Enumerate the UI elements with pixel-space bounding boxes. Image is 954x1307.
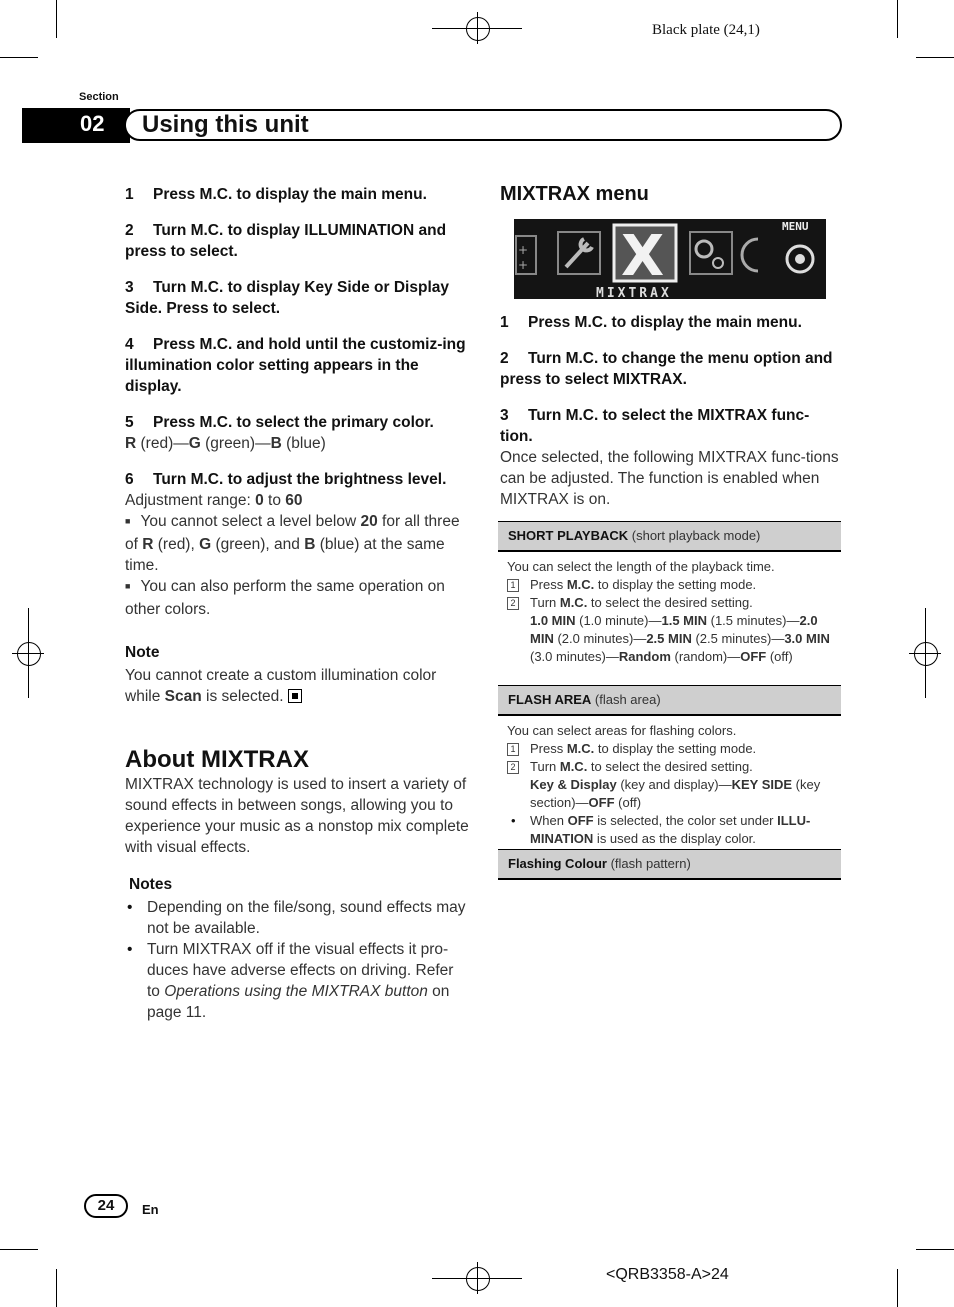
list-item: • Turn MIXTRAX off if the visual effects it pro-duces have adverse effects on driving. Refer to Operations using the MIXTRAX button on page 11. [125, 939, 470, 1023]
document-code: <QRB3358-A>24 [606, 1266, 729, 1283]
language-label: En [142, 1202, 159, 1217]
table-intro: You can select the length of the playback time. [507, 559, 775, 574]
short-playback-table [498, 521, 841, 674]
page-number: 24 [84, 1194, 128, 1218]
about-heading: About MIXTRAX [125, 746, 309, 773]
section-title: Using this unit [142, 111, 309, 138]
display-mixtrax-label: MIXTRAX [596, 286, 672, 299]
display-graphic [514, 219, 826, 299]
adjustment-range: Adjustment range: 0 to 60 [125, 492, 303, 509]
mixtrax-x-icon: X [621, 224, 665, 289]
flashing-colour-table [498, 849, 841, 880]
same-operation-note: ■ You can also perform the same operation on other colors. [125, 576, 470, 620]
step-item: 4 Press M.C. and hold until the customiz-ing illumination color setting appears in the display. [125, 336, 466, 395]
section-label: Section [79, 91, 119, 103]
table-header: SHORT PLAYBACK (short playback mode) [498, 521, 841, 552]
setting-options: Key & Display (key and display)—KEY SIDE (key section)—OFF (off) [530, 777, 821, 810]
step-item: 2 Turn M.C. to display ILLUMINATION and press to select. [125, 222, 447, 260]
color-options: R (red)—G (green)—B (blue) [125, 435, 326, 452]
svg-text:+: + [518, 258, 529, 272]
table-header: FLASH AREA (flash area) [498, 685, 841, 716]
table-step: 2 Turn M.C. to select the desired setting. [507, 594, 831, 612]
table-bullet: • When OFF is selected, the color set under ILLU-MINATION is used as the display color. [507, 812, 831, 848]
section-number: 02 [80, 111, 105, 136]
table-step: 1 Press M.C. to display the setting mode. [507, 576, 831, 594]
svg-text:+: + [518, 243, 529, 257]
right-column-steps [500, 312, 840, 525]
left-column [125, 184, 470, 1023]
step-item: 6 Turn M.C. to adjust the brightness level. Adjustment range: 0 to 60 ■ You cannot select a level below 20 for all three of R (red), G (green), and B (blue) at the same time. ■ You can also perform the same operation on other colors. [125, 469, 470, 620]
note-heading: Note [125, 644, 160, 661]
table-step: 2 Turn M.C. to select the desired setting. [507, 758, 831, 776]
table-header: Flashing Colour (flash pattern) [498, 849, 841, 880]
setting-options: 1.0 MIN (1.0 minute)—1.5 MIN (1.5 minutes)—2.0 MIN (2.0 minutes)—2.5 MIN (2.5 minutes)—3.0 MIN (3.0 minutes)—Random (random)—OFF (off) [530, 613, 830, 664]
flash-area-table [498, 685, 841, 856]
step-item: 2 Turn M.C. to change the menu option and press to select MIXTRAX. [500, 350, 833, 388]
step-item: 5 Press M.C. to select the primary color. R (red)—G (green)—B (blue) [125, 412, 470, 454]
step-body: Once selected, the following MIXTRAX func-tions can be adjusted. The function is enabled when MIXTRAX is on. [500, 449, 839, 508]
end-mark-icon [288, 689, 302, 703]
table-step: 1 Press M.C. to display the setting mode. [507, 740, 831, 758]
manual-reference-link: Operations using the MIXTRAX button [164, 983, 428, 1000]
table-body [498, 716, 841, 856]
level-note: ■ You cannot select a level below 20 for all three of R (red), G (green), and B (blue) at the same time. [125, 511, 470, 576]
step-item: 1 Press M.C. to display the main menu. [125, 186, 427, 203]
notes-list [125, 897, 470, 1023]
display-menu-label: MENU [782, 220, 809, 233]
step-item: 3 Turn M.C. to display Key Side or Display Side. Press to select. [125, 279, 449, 317]
step-item: 3 Turn M.C. to select the MIXTRAX func-tion. Once selected, the following MIXTRAX func-tions can be adjusted. The function is enabled when MIXTRAX is on. [500, 407, 839, 508]
table-body [498, 552, 841, 674]
table-intro: You can select areas for flashing colors. [507, 723, 737, 738]
list-item: • Depending on the file/song, sound effects may not be available. [125, 897, 470, 939]
notes-heading: Notes [129, 876, 173, 893]
step-item: 1 Press M.C. to display the main menu. [500, 314, 802, 331]
plate-label: Black plate (24,1) [652, 22, 760, 38]
note-text: You cannot create a custom illumination color while Scan is selected. [125, 667, 437, 705]
about-text: MIXTRAX technology is used to insert a variety of sound effects in between songs, allowing you to experience your music as a nonstop mix complete with visual effects. [125, 776, 469, 856]
mixtrax-display-image [514, 219, 826, 299]
mixtrax-menu-heading: MIXTRAX menu [500, 183, 649, 205]
section-number-tab [22, 108, 130, 143]
